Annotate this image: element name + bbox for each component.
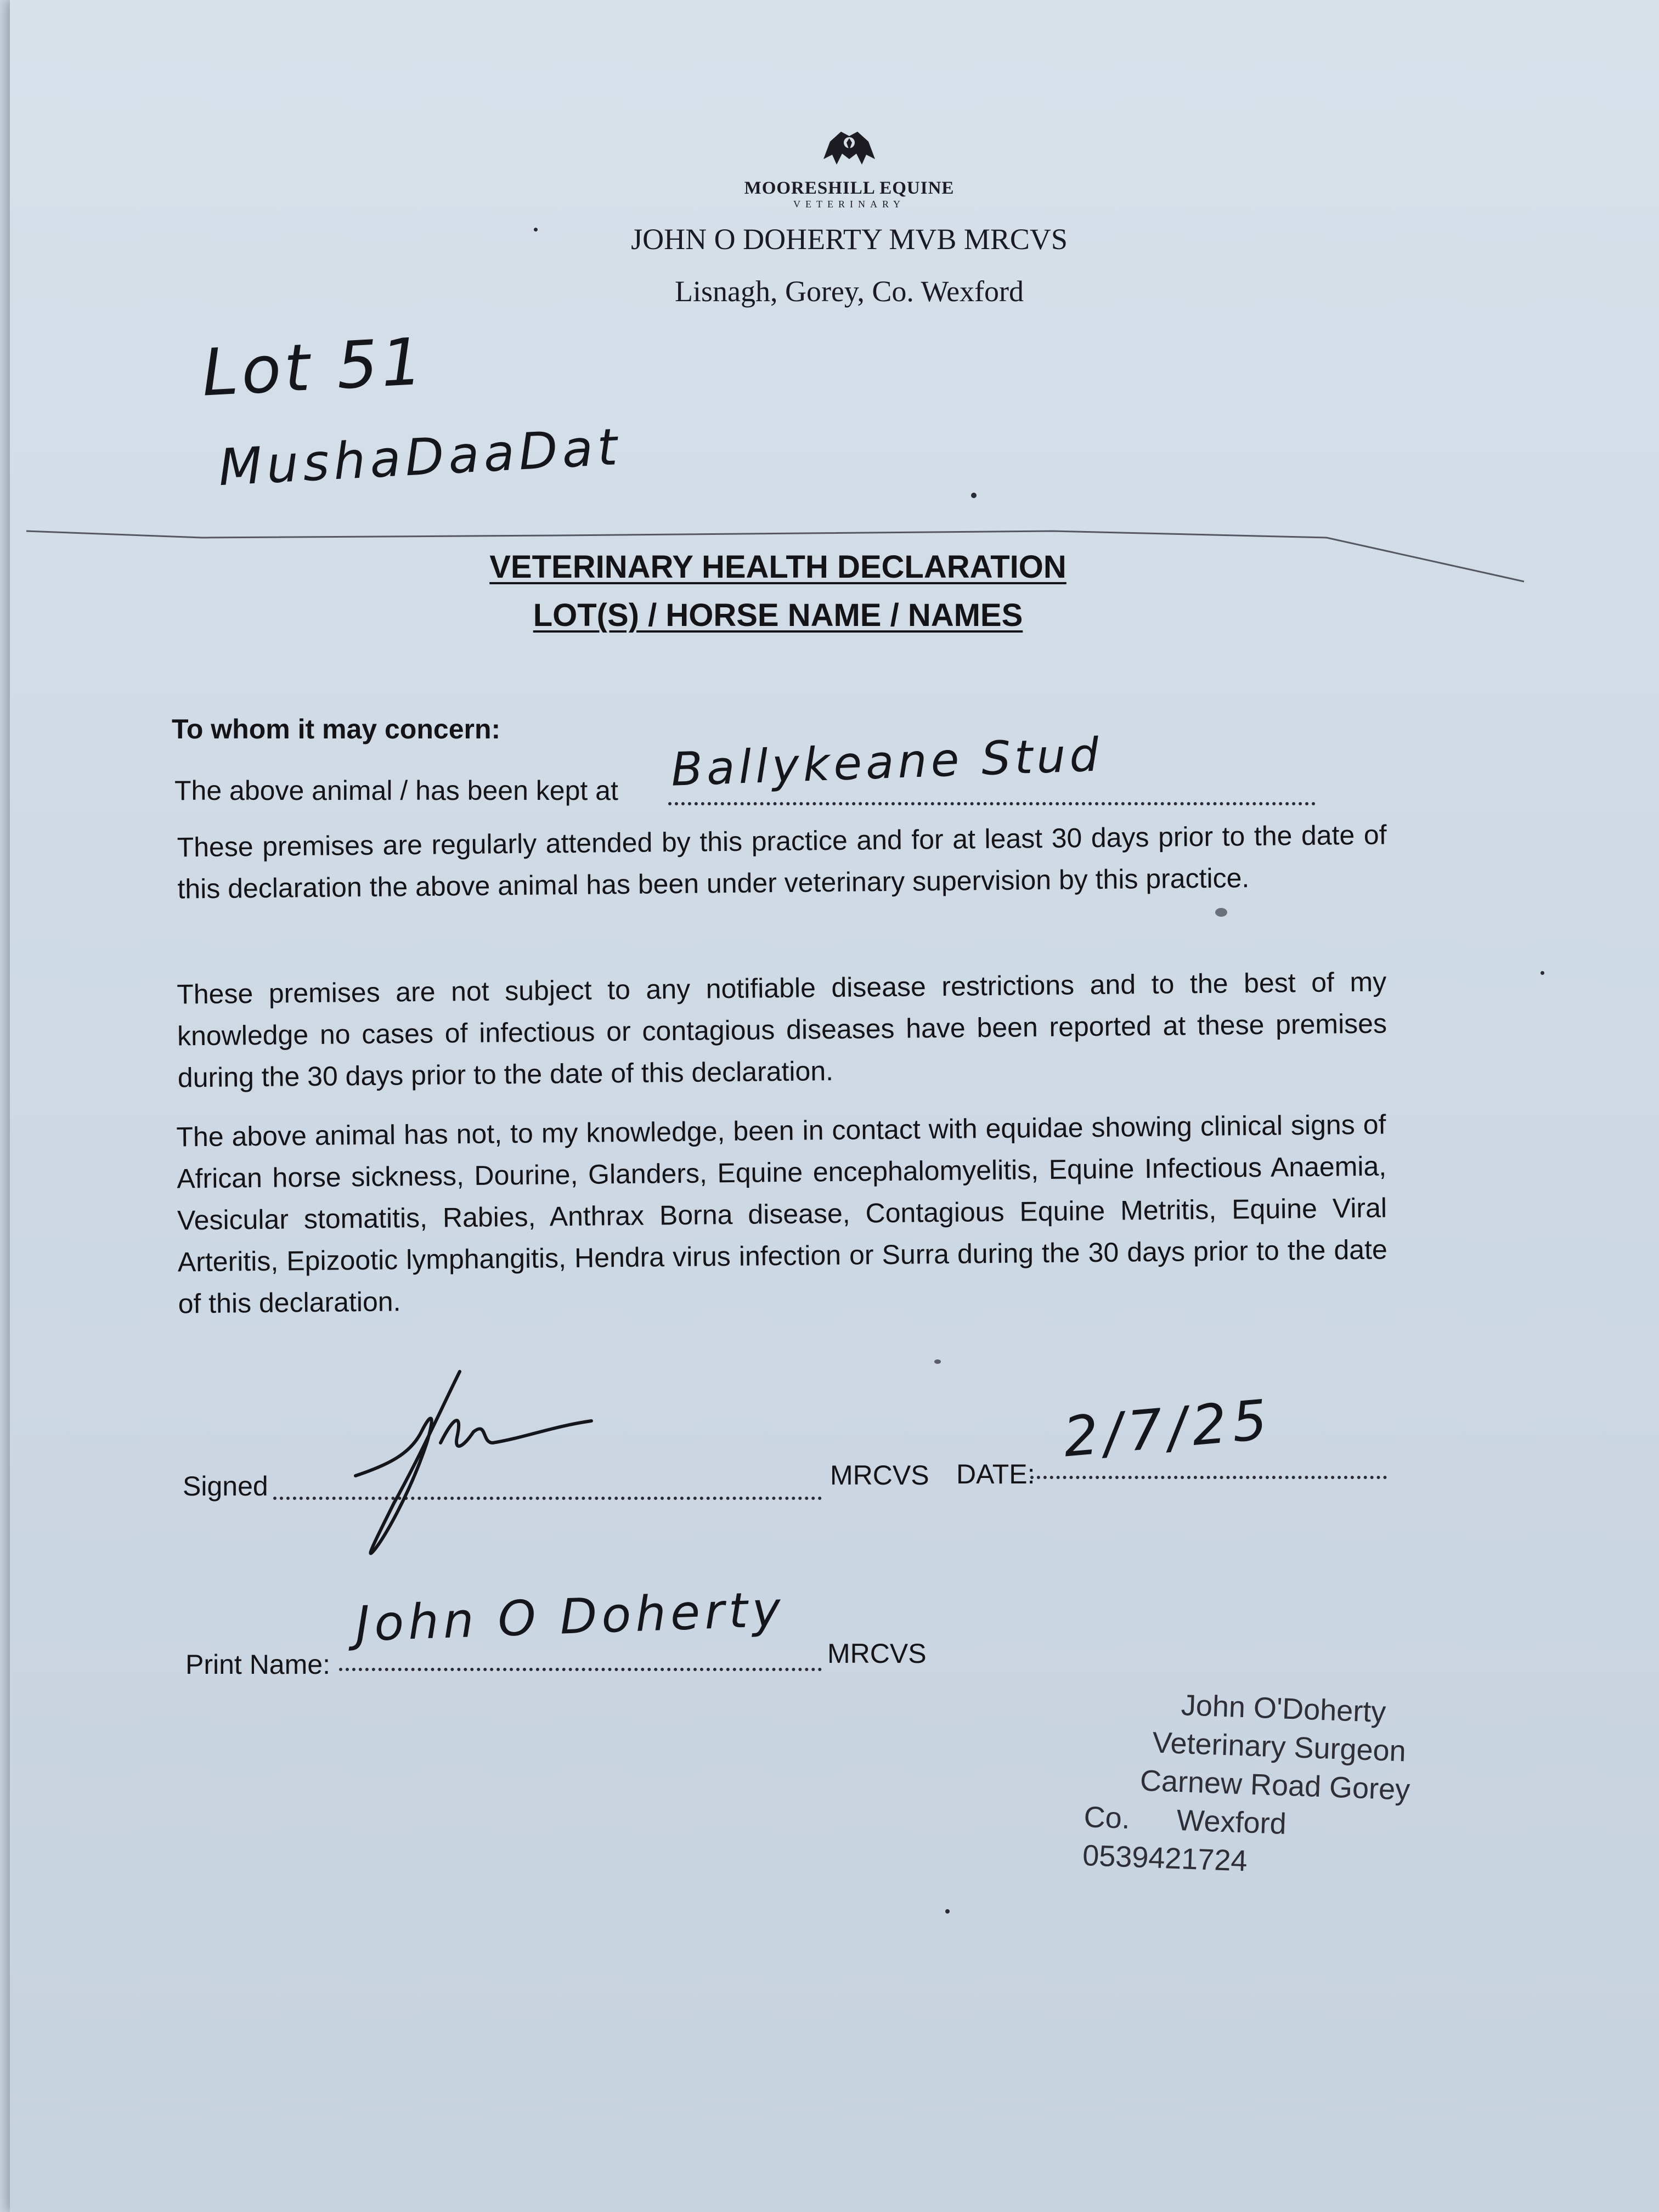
vet-stamp <box>1076 1683 1500 1889</box>
handwritten-date: 2/7/25 <box>1060 1387 1276 1470</box>
document-title: VETERINARY HEALTH DECLARATION <box>489 549 1066 585</box>
mrcvs-label-2: MRCVS <box>827 1638 927 1669</box>
stamp-phone: 0539421724 <box>1082 1839 1248 1878</box>
logo-subtext: VETERINARY <box>793 199 905 210</box>
handwritten-premises: Ballykeane Stud <box>670 727 1104 797</box>
declaration-page <box>10 0 1659 2212</box>
vet-name: JOHN O DOHERTY MVB MRCVS <box>631 223 1068 256</box>
stamp-name: John O'Doherty <box>1180 1689 1387 1729</box>
paragraph-restrictions: These premises are not subject to any notifiable disease restrictions and to the best of my knowledge no cases of infectious or contagious diseases have been reported at these premises during the 30 days prior to the date of this declaration. <box>176 966 1387 1093</box>
logo-text: MOORESHILL EQUINE <box>744 178 955 198</box>
mrcvs-label: MRCVS <box>830 1460 929 1491</box>
stamp-county-line <box>1076 1798 1496 1889</box>
paper-speck <box>934 1359 941 1364</box>
paper-speck <box>1215 908 1227 917</box>
greeting: To whom it may concern: <box>172 714 501 744</box>
document-subtitle: LOT(S) / HORSE NAME / NAMES <box>533 597 1023 633</box>
handwritten-lot: Lot 51 <box>200 323 428 411</box>
paragraph-diseases: The above animal has not, to my knowledge, been in contact with equidae showing clinical signs of African horse sickness, Dourine, Glanders, Equine encephalomyelitis, Equine Infectious Anaemia, Vesicular stomatitis, Rabies, Anthrax Borna disease, Contagious Equine Metritis, Equine Viral Arteritis, Epizootic lymphangitis, Hendra virus infection or Surra during the 30 days prior to the date of this declaration. <box>176 1109 1388 1319</box>
paper-speck <box>534 228 538 232</box>
signed-label: Signed <box>183 1471 268 1502</box>
paper-speck <box>1541 971 1544 975</box>
kept-at-label: The above animal / has been kept at <box>174 775 618 806</box>
paper-speck <box>945 1909 950 1914</box>
paper-speck <box>971 493 977 498</box>
stamp-road: Carnew Road Gorey <box>1139 1764 1411 1807</box>
handwritten-horse-name: MushaDaaDat <box>217 417 623 498</box>
print-name-label: Print Name: <box>185 1649 330 1680</box>
date-label: DATE: <box>956 1459 1035 1489</box>
stamp-title: Veterinary Surgeon <box>1152 1726 1407 1768</box>
stamp-county: Co. Wexford <box>1083 1801 1287 1841</box>
mooreshill-logo-icon <box>808 126 890 181</box>
handwritten-print-name: John O Doherty <box>354 1581 786 1652</box>
paragraph-supervision: These premises are regularly attended by this practice and for at least 30 days prior to the date of this declaration the above animal has been under veterinary supervision by this practice. <box>177 819 1387 905</box>
handwritten-signature <box>345 1361 602 1569</box>
vet-address: Lisnagh, Gorey, Co. Wexford <box>674 275 1024 308</box>
